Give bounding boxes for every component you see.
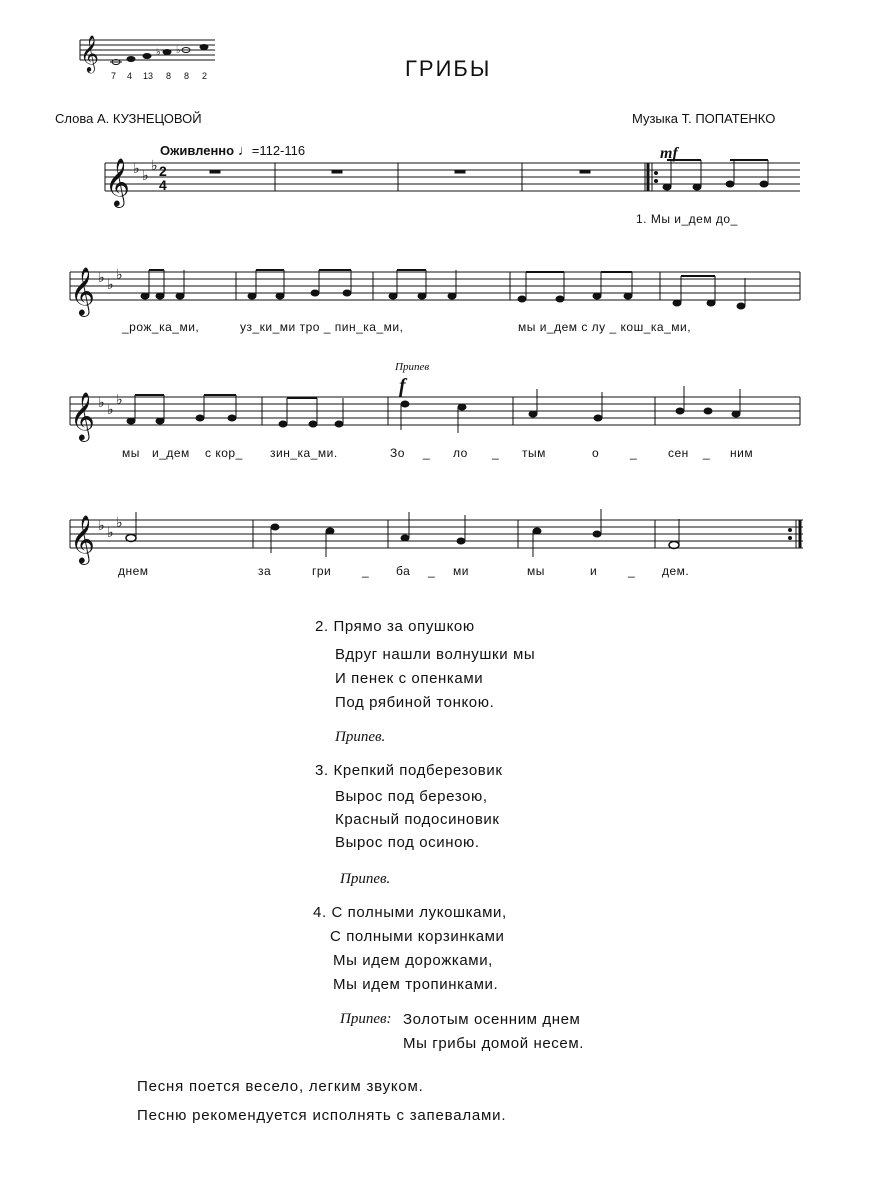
- svg-text:♭: ♭: [107, 401, 114, 417]
- svg-text:♭: ♭: [116, 266, 123, 282]
- svg-text:𝄞: 𝄞: [70, 514, 95, 563]
- lyric-syllable: сен: [668, 446, 689, 460]
- verse-line: 4. С полными лукошками,: [313, 904, 507, 921]
- lyric-syllable: _: [628, 564, 636, 578]
- range-number: 2: [202, 71, 208, 81]
- svg-text:♭: ♭: [107, 524, 114, 540]
- lyric-syllable: зин_ка_ми.: [270, 446, 338, 460]
- lyricist-credit: Слова А. КУЗНЕЦОВОЙ: [55, 111, 202, 126]
- lyric-syllable: _: [703, 446, 711, 460]
- staff-4: [70, 509, 803, 565]
- range-number: 8: [166, 71, 172, 81]
- lyric-syllable: дем.: [662, 564, 690, 578]
- verse-line: 3. Крепкий подберезовик: [315, 762, 503, 779]
- verse-line: Вдруг нашли волнушки мы: [335, 646, 536, 663]
- lyric-syllable: ба: [396, 564, 411, 578]
- svg-text:♭: ♭: [142, 167, 149, 183]
- tempo-text: Оживленно: [160, 143, 235, 158]
- quarter-note-icon: ♩: [237, 142, 252, 158]
- lyric-syllable: _: [630, 446, 638, 460]
- lyric-syllable: днем: [118, 564, 149, 578]
- lyric-syllable: ло: [453, 446, 468, 460]
- verse-line: Мы идем дорожками,: [333, 952, 493, 969]
- svg-text:♭: ♭: [116, 514, 123, 530]
- lyric-syllable: ним: [730, 446, 754, 460]
- dynamic-f: f: [399, 375, 406, 397]
- song-title: ГРИБЫ: [405, 56, 492, 81]
- svg-text:♭: ♭: [176, 45, 181, 56]
- lyric-syllable: мы: [527, 564, 545, 578]
- svg-text:♭: ♭: [107, 276, 114, 292]
- verse-line: Вырос под осиною.: [335, 834, 480, 851]
- svg-text:𝄞: 𝄞: [80, 34, 99, 72]
- lyric-syllable: и: [590, 564, 598, 578]
- range-number: 4: [127, 71, 133, 81]
- svg-text:𝄞: 𝄞: [105, 157, 130, 206]
- svg-text:♭: ♭: [98, 269, 105, 285]
- performance-note: Песню рекомендуется исполнять с запевалами.: [137, 1107, 507, 1124]
- svg-text:𝄞: 𝄞: [70, 391, 95, 440]
- svg-text:♭: ♭: [151, 157, 158, 173]
- svg-text:♭: ♭: [133, 160, 140, 176]
- lyric-syllable: гри: [312, 564, 332, 578]
- lyric-syllable: о: [592, 446, 600, 460]
- svg-text:♭: ♭: [116, 391, 123, 407]
- lyric-syllable: и_дем: [152, 446, 190, 460]
- svg-text:2: 2: [159, 163, 167, 179]
- verse-line: Вырос под березою,: [335, 788, 488, 805]
- lyric-syllable: мы: [122, 446, 140, 460]
- staff-2: [70, 266, 800, 317]
- verse-line: Под рябиной тонкою.: [335, 694, 495, 711]
- lyric-syllable: тым: [522, 446, 546, 460]
- lyric-line-1: 1. Мы и_дем до_: [636, 212, 738, 226]
- svg-text:♭: ♭: [98, 394, 105, 410]
- composer-credit: Музыка Т. ПОПАТЕНКО: [632, 111, 776, 126]
- range-number: 13: [143, 71, 154, 81]
- lyric-syllable: _: [362, 564, 370, 578]
- lyric-syllable: Зо: [390, 446, 405, 460]
- svg-text:𝄞: 𝄞: [70, 266, 95, 315]
- refrain-marker: Припев:: [340, 1011, 392, 1027]
- verse-line: Красный подосиновик: [335, 811, 500, 828]
- verse-line: Мы идем тропинками.: [333, 976, 499, 993]
- lyric-syllable: за: [258, 564, 272, 578]
- range-staff: [80, 34, 215, 73]
- verse-line: И пенек с опенками: [335, 670, 484, 687]
- range-number: 8: [184, 71, 190, 81]
- svg-text:4: 4: [159, 177, 167, 193]
- verse-line: 2. Прямо за опушкою: [315, 618, 475, 635]
- metronome-value: =112-116: [251, 143, 306, 158]
- lyric-segment: мы и_дем с лу _ кош_ка_ми,: [518, 320, 692, 334]
- refrain-marker: Припев.: [340, 871, 391, 887]
- performance-note: Песня поется весело, легким звуком.: [137, 1078, 424, 1095]
- refrain-marker: Припев.: [335, 729, 386, 745]
- svg-text:♭: ♭: [98, 517, 105, 533]
- staff-1: [105, 157, 800, 208]
- lyric-syllable: _: [492, 446, 500, 460]
- lyric-syllable: _: [428, 564, 436, 578]
- final-refrain-line: Мы грибы домой несем.: [403, 1035, 585, 1052]
- lyric-segment: _рож_ка_ми,: [122, 320, 200, 334]
- lyric-syllable: ми: [453, 564, 469, 578]
- lyric-syllable: с кор_: [205, 446, 243, 460]
- verse-line: С полными корзинками: [330, 928, 505, 945]
- lyric-syllable: _: [423, 446, 431, 460]
- staff-3: [70, 386, 800, 442]
- range-number: 7: [111, 71, 117, 81]
- final-refrain-line: Золотым осенним днем: [403, 1011, 581, 1028]
- refrain-label: Припев: [395, 361, 430, 373]
- svg-text:♭: ♭: [156, 47, 161, 58]
- dynamic-mf: mf: [660, 145, 678, 162]
- lyric-segment: уз_ки_ми тро _ пин_ка_ми,: [240, 320, 404, 334]
